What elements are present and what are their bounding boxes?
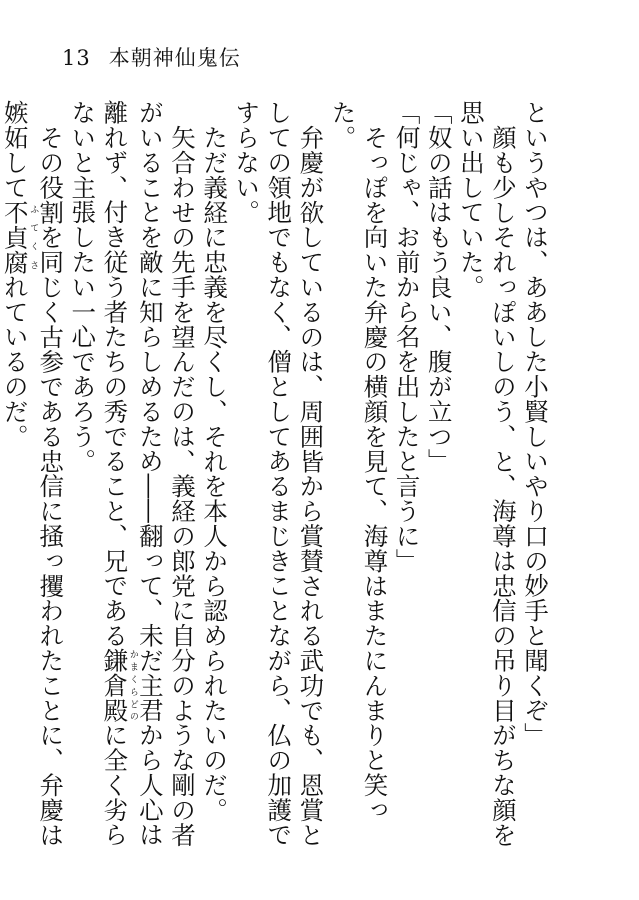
ruby-base: 鎌倉殿: [100, 647, 130, 723]
paragraph: ただ義経に忠義を尽くし、それを本人から認められたいのだ。: [200, 124, 230, 822]
ruby-base: 不貞腐: [0, 199, 30, 275]
dialogue: 「奴の話はもう良い、腹が立つ」: [424, 100, 454, 474]
dialogue: 「何じゃ、お前から名を出したと言うに」: [392, 100, 422, 574]
ruby-reading: ふてくさ: [28, 199, 39, 275]
paragraph: [0, 100, 66, 870]
text-run: 矢合わせの先手を望んだのは、義経の郎党に自分のような剛の者がいることを敵に知らしめるため――翻って、未だ主君から人心は離れず、付き従う者たちの秀でること、兄である: [100, 100, 197, 847]
ruby-annotation: [0, 199, 39, 275]
ruby-annotation: [100, 647, 138, 723]
vertical-body-text: [0, 100, 551, 870]
paragraph: 顔も少しそれっぽいしのう、と、海尊は忠信の吊り目がちな顔を思い出していた。: [456, 100, 518, 847]
paragraph: そっぽを向いた弁慶の横顔を見て、海尊はまたにんまりと笑った。: [328, 100, 390, 822]
text-run: れているのだ。: [0, 274, 30, 449]
page-number: 13: [62, 46, 91, 70]
ruby-reading: かまくらどの: [127, 647, 138, 723]
paragraph: 弁慶が欲しているのは、周囲皆から賞賛される武功でも、恩賞としての領地でもなく、僧としてあるまじきことながら、仏の加護ですらない。: [232, 100, 326, 847]
paragraph: [66, 100, 198, 870]
paragraph: というやつは、ああした小賢しいやり口の妙手と聞くぞ」: [521, 100, 550, 748]
book-title: 本朝神仙鬼伝: [108, 46, 241, 70]
text-run: その役割を同じく古参である忠信に掻っ攫われたことに、弁慶は嫉妬して: [0, 100, 66, 847]
text-run: に全く劣らないと主張したい一心であろう。: [68, 100, 130, 848]
running-header: [62, 42, 241, 72]
